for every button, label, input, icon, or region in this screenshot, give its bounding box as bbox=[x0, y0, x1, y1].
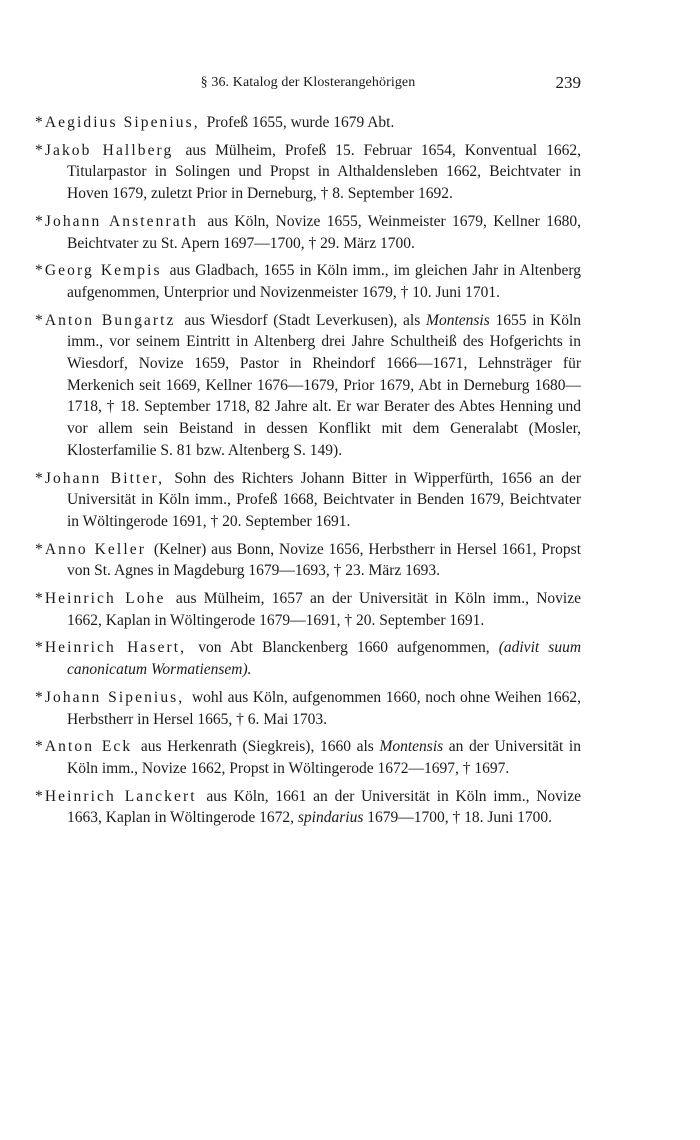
entry-text-continued: 1655 in Köln imm., vor seinem Eintritt in Altenberg drei Jahre Schultheiß des Hofgerichts in Wiesdorf, Novize 1659, Pastor in Rheindorf 1666—1671, Lehnsträger für Merkenich seit 1669, Kellner 1676—1679, Prior 1679, Abt in Derneburg 1680—1718, † 18. September 1718, 82 Jahre alt. Er war Berater des Abtes Henning und vor allem sein Beistand in dessen Konflikt mit dem Generalabt (Mosler, Klosterfamilie S. 81 bzw. Altenberg S. 149). bbox=[67, 311, 582, 459]
entry-text: aus Köln, 1661 an der Universität in Köln imm., Novize 1663, Kaplan in Wöltingerode 1672, bbox=[67, 787, 581, 827]
entry-name: *Georg Kempis bbox=[35, 262, 162, 280]
entry-italic-term: spindarius bbox=[297, 809, 364, 827]
running-title: § 36. Katalog der Klosterangehörigen bbox=[200, 75, 416, 90]
catalog-entry bbox=[35, 140, 581, 205]
entry-text: wohl aus Köln, aufgenommen 1660, noch ohne Weihen 1662, Herbstherr in Hersel 1665, † 6. Mai 1703. bbox=[67, 688, 581, 728]
entry-italic-term: Montensis bbox=[426, 311, 490, 329]
entry-name: *Anton Bungartz bbox=[35, 311, 176, 329]
catalog-entry bbox=[35, 260, 581, 303]
entry-text-continued: 1679—1700, † 18. Juni 1700. bbox=[367, 809, 552, 827]
entry-name: *Johann Anstenrath bbox=[35, 212, 198, 230]
entry-name: *Heinrich Hasert, bbox=[35, 639, 187, 657]
entry-text: Profeß 1655, wurde 1679 Abt. bbox=[206, 114, 395, 131]
catalog-entry bbox=[35, 310, 581, 462]
entry-italic-term: Montensis bbox=[379, 738, 444, 756]
entry-text: aus Mülheim, 1657 an der Universität in Köln imm., Novize 1662, Kaplan in Wöltingerode 1679—1691, † 20. September 1691. bbox=[67, 590, 582, 629]
catalog-entry bbox=[35, 637, 581, 680]
catalog-entries bbox=[35, 112, 581, 835]
entry-name: *Jakob Hallberg bbox=[35, 141, 174, 159]
entry-text: aus Mülheim, Profeß 15. Februar 1654, Konventual 1662, Titularpastor in Solingen und Propst in Althaldensleben 1662, Beichtvater in Hoven 1679, zuletzt Prior in Derneburg, † 8. September 1692. bbox=[67, 141, 582, 203]
catalog-entry bbox=[35, 539, 581, 582]
entry-name: *Anton Eck bbox=[35, 738, 133, 756]
entry-name: *Johann Sipenius, bbox=[35, 688, 185, 706]
entry-text: von Abt Blanckenberg 1660 aufgenommen, bbox=[198, 639, 490, 657]
entry-text: aus Herkenrath (Siegkreis), 1660 als bbox=[140, 738, 374, 756]
page-number: 239 bbox=[555, 73, 581, 92]
catalog-entry bbox=[35, 588, 581, 631]
catalog-entry bbox=[35, 736, 581, 779]
entry-name: *Anno Keller bbox=[35, 540, 146, 558]
catalog-entry bbox=[35, 211, 581, 254]
entry-name: *Heinrich Lohe bbox=[35, 590, 166, 608]
entry-name: *Aegidius Sipenius, bbox=[35, 114, 200, 131]
entry-text: (Kelner) aus Bonn, Novize 1656, Herbstherr in Hersel 1661, Propst von St. Agnes in Magdeburg 1679—1693, † 23. März 1693. bbox=[67, 540, 582, 580]
entry-name: *Heinrich Lanckert bbox=[35, 787, 197, 805]
entry-text: aus Wiesdorf (Stadt Leverkusen), als bbox=[184, 311, 421, 329]
catalog-entry bbox=[35, 112, 581, 134]
entry-text: aus Köln, Novize 1655, Weinmeister 1679, Kellner 1680, Beichtvater zu St. Apern 1697—1700, † 29. März 1700. bbox=[67, 212, 581, 252]
running-head bbox=[35, 75, 581, 97]
catalog-entry bbox=[35, 786, 581, 829]
entry-text: aus Gladbach, 1655 in Köln imm., im gleichen Jahr in Altenberg aufgenommen, Unterprior und Novizenmeister 1679, † 10. Juni 1701. bbox=[67, 262, 581, 301]
entry-name: *Johann Bitter, bbox=[35, 469, 165, 487]
entry-italic-term: (adivit suum canonicatum Wormatiensem). bbox=[67, 639, 582, 679]
catalog-entry bbox=[35, 687, 581, 730]
entry-text-continued: an der Universität in Köln imm., Novize 1662, Propst in Wöltingerode 1672—1697, † 1697. bbox=[67, 738, 581, 777]
entry-text: Sohn des Richters Johann Bitter in Wipperfürth, 1656 an der Universität in Köln imm., Profeß 1668, Beichtvater in Benden 1679, Beichtvater in Wöltingerode 1691, † 20. September 1691. bbox=[67, 469, 581, 530]
catalog-entry bbox=[35, 468, 581, 533]
